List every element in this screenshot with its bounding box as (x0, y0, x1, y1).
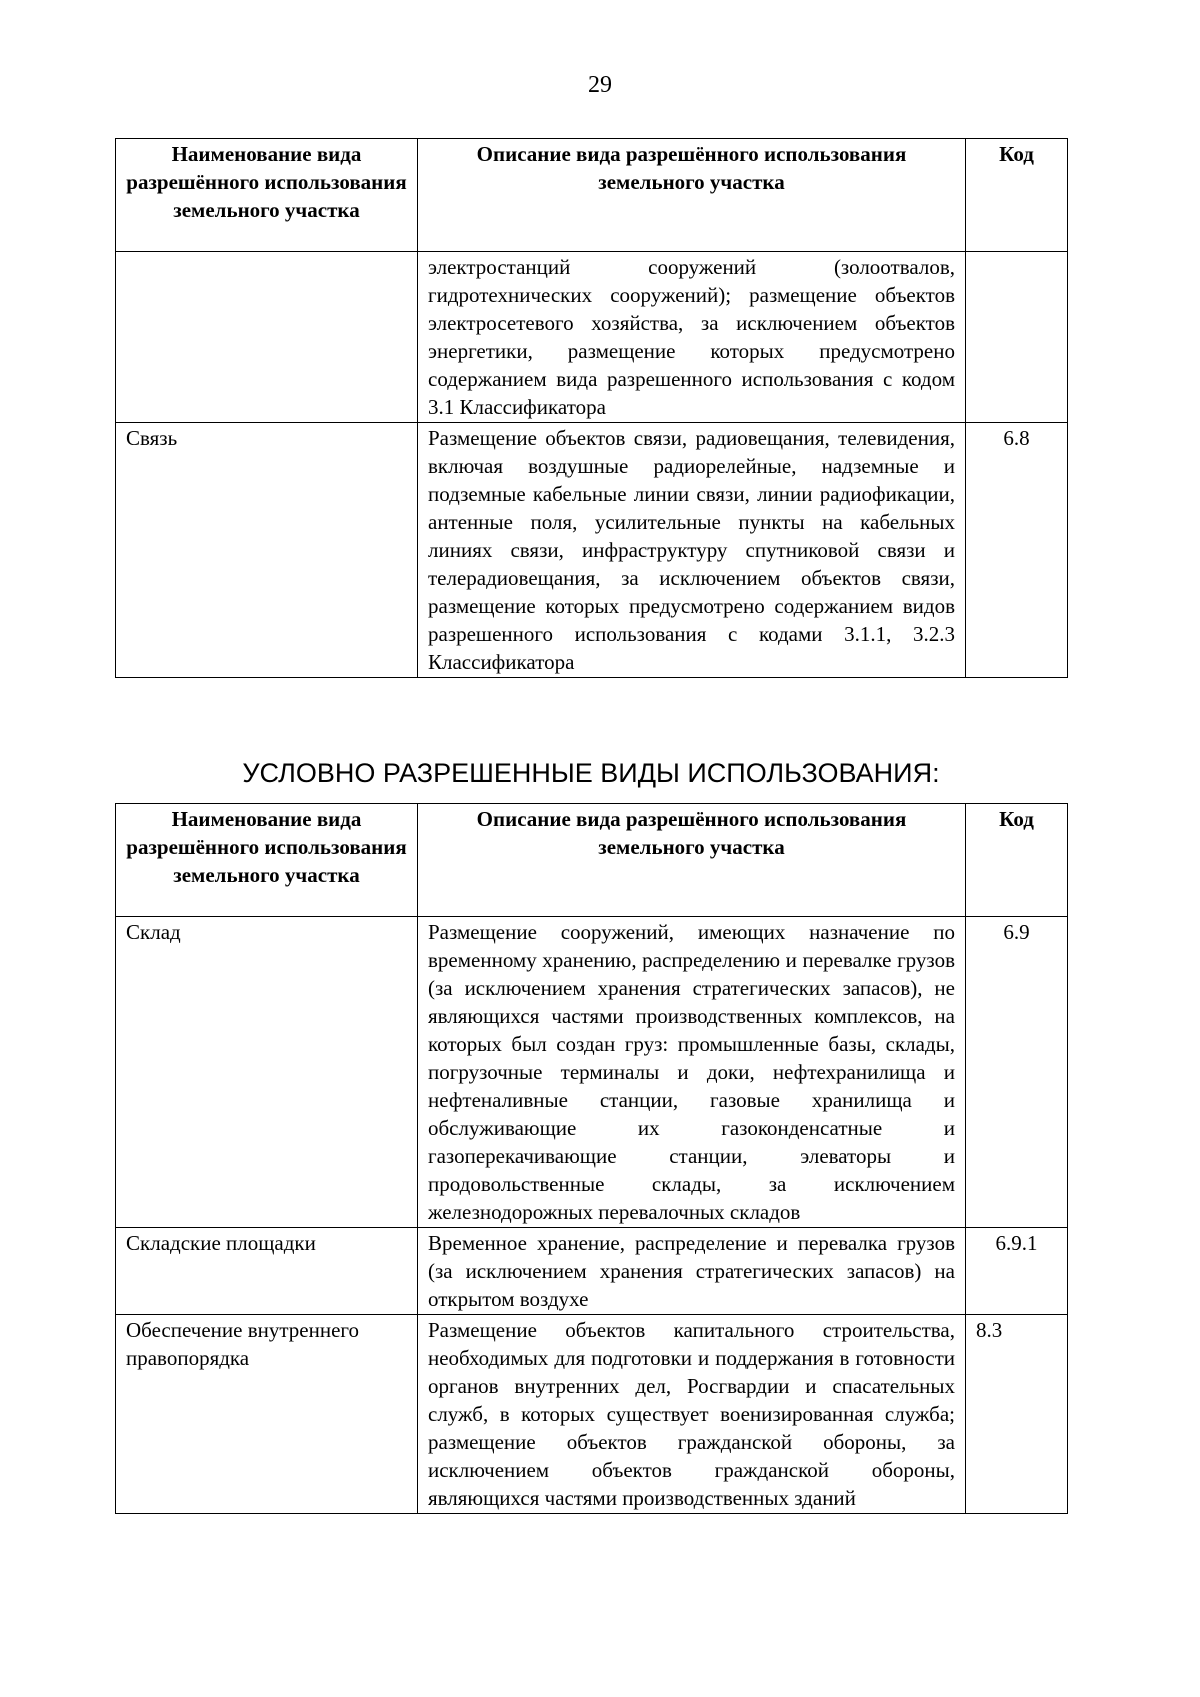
row-description: электростанций сооружений (золоотвалов, гидротехнических сооружений); размещение объектов электросетевого хозяйства, за исключением объектов энергетики, размещение которых предусмотрено содержанием вида разрешенного использования с кодом 3.1 Классификатора (418, 252, 966, 423)
table-row (116, 423, 1068, 678)
row-description: Размещение сооружений, имеющих назначение по временному хранению, распределению и перевалке грузов (за исключением хранения стратегических запасов), не являющихся частями производственных комплексов, на которых был создан груз: промышленные базы, склады, погрузочные терминалы и доки, нефтехранилища и нефтеналивные станции, газовые хранилища и обслуживающие их газоконденсатные и газоперекачивающие станции, элеваторы и продовольственные склады, за исключением железнодорожных перевалочных складов (418, 917, 966, 1228)
table-header-row (116, 804, 1068, 917)
section-title: УСЛОВНО РАЗРЕШЕННЫЕ ВИДЫ ИСПОЛЬЗОВАНИЯ: (242, 758, 940, 788)
row-name: Связь (116, 423, 418, 678)
page-number: 29 (588, 72, 612, 98)
row-description: Размещение объектов связи, радиовещания, телевидения, включая воздушные радиорелейные, надземные и подземные кабельные линии связи, линии радиофикации, антенные поля, усилительные пункты на кабельных линиях связи, инфраструктуру спутниковой связи и телерадиовещания, за исключением объектов связи, размещение которых предусмотрено содержанием видов разрешенного использования с кодами 3.1.1, 3.2.3 Классификатора (418, 423, 966, 678)
row-description: Размещение объектов капитального строительства, необходимых для подготовки и поддержания в готовности органов внутренних дел, Росгвардии и спасательных служб, в которых существует военизированная служба; размещение объектов гражданской обороны, за исключением объектов гражданской обороны, являющихся частями производственных зданий (418, 1315, 966, 1514)
header-code: Код (966, 804, 1068, 917)
header-name: Наименование вида разрешённого использования земельного участка (116, 139, 418, 252)
header-code: Код (966, 139, 1068, 252)
header-description: Описание вида разрешённого использования земельного участка (418, 139, 966, 252)
row-code: 6.9.1 (966, 1228, 1068, 1315)
table-row (116, 1228, 1068, 1315)
conditional-uses-table (115, 803, 1068, 1514)
row-name: Склад (116, 917, 418, 1228)
row-name: Складские площадки (116, 1228, 418, 1315)
table-row (116, 917, 1068, 1228)
row-code: 8.3 (966, 1315, 1068, 1514)
permitted-uses-table (115, 138, 1068, 678)
table-header-row (116, 139, 1068, 252)
table-row (116, 252, 1068, 423)
row-code: 6.8 (966, 423, 1068, 678)
row-description: Временное хранение, распределение и перевалка грузов (за исключением хранения стратегических запасов) на открытом воздухе (418, 1228, 966, 1315)
row-name: Обеспечение внутреннего правопорядка (116, 1315, 418, 1514)
row-name (116, 252, 418, 423)
row-code: 6.9 (966, 917, 1068, 1228)
row-code (966, 252, 1068, 423)
header-name: Наименование вида разрешённого использования земельного участка (116, 804, 418, 917)
header-description: Описание вида разрешённого использования земельного участка (418, 804, 966, 917)
table-row (116, 1315, 1068, 1514)
